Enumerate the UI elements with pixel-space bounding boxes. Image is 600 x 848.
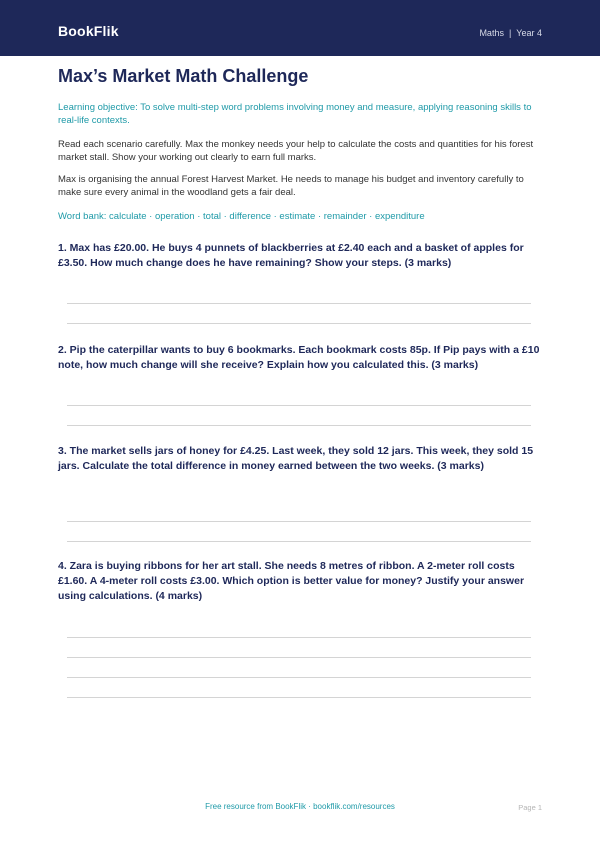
question-3: 3. The market sells jars of honey for £4.25. Last week, they sold 12 jars. This week, they sold 15 jars. Calculate the total difference in money earned between the two weeks. (3 marks) xyxy=(58,445,534,472)
learning-objective: Learning objective: To solve multi-step word problems involving money and measure, applying reasoning skills to real-life contexts. xyxy=(58,102,532,126)
answer-line[interactable] xyxy=(67,521,531,522)
word-bank: Word bank: calculate · operation · total · difference · estimate · remainder · expenditure xyxy=(58,211,425,222)
answer-line[interactable] xyxy=(67,303,531,304)
answer-line[interactable] xyxy=(67,405,531,406)
answer-line[interactable] xyxy=(67,323,531,324)
year-label: Year 4 xyxy=(516,28,542,38)
answer-line[interactable] xyxy=(67,677,531,678)
answer-line[interactable] xyxy=(67,541,531,542)
footer-credit: Free resource from BookFlik · bookflik.com/resources xyxy=(205,802,395,811)
header-separator: | xyxy=(508,28,512,38)
page-header xyxy=(0,0,600,56)
page-number: Page 1 xyxy=(518,803,542,812)
brand-logo: BookFlik xyxy=(58,23,119,39)
answer-line[interactable] xyxy=(67,697,531,698)
header-meta xyxy=(479,28,542,38)
answer-line[interactable] xyxy=(67,637,531,638)
worksheet-title: Max’s Market Math Challenge xyxy=(58,66,309,86)
answer-line[interactable] xyxy=(67,657,531,658)
question-4: 4. Zara is buying ribbons for her art stall. She needs 8 metres of ribbon. A 2-meter roll costs £1.60. A 4-meter roll costs £3.00. Which option is better value for money? Justify your answer using calculations. (4 marks) xyxy=(58,560,525,602)
intro-paragraph-2: Max is organising the annual Forest Harvest Market. He needs to manage his budget and inventory carefully to make sure every animal in the woodland gets a fair deal. xyxy=(58,174,524,198)
subject-label: Maths xyxy=(479,28,504,38)
answer-line[interactable] xyxy=(67,425,531,426)
question-2: 2. Pip the caterpillar wants to buy 6 bookmarks. Each bookmark costs 85p. If Pip pays with a £10 note, how much change will she receive? Explain how you calculated this. (3 marks) xyxy=(58,344,540,371)
question-1: 1. Max has £20.00. He buys 4 punnets of blackberries at £2.40 each and a basket of apples for £3.50. How much change does he have remaining? Show your steps. (3 marks) xyxy=(58,242,524,269)
intro-paragraph-1: Read each scenario carefully. Max the monkey needs your help to calculate the costs and quantities for his forest market stall. Show your working out clearly to earn full marks. xyxy=(58,139,534,163)
